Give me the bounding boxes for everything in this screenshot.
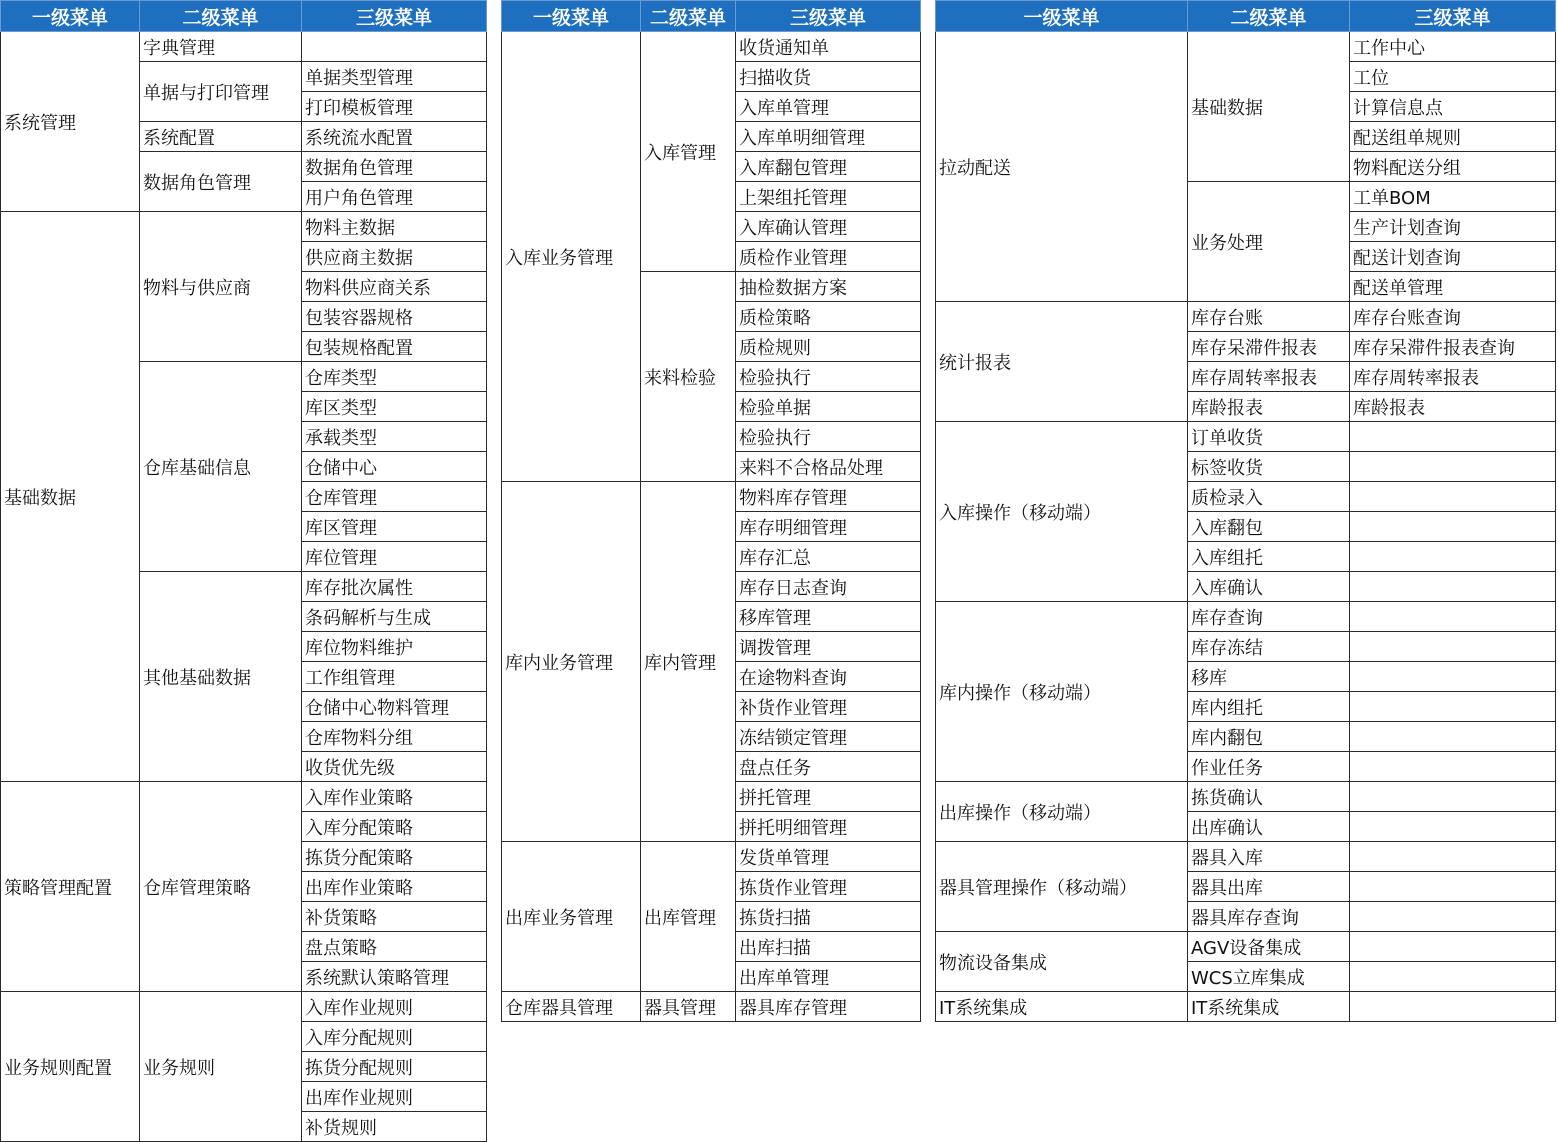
menu-table-2 xyxy=(501,0,921,1022)
level3-menu-cell: 补货作业管理 xyxy=(736,692,921,722)
level2-menu-cell: 入库管理 xyxy=(641,32,736,272)
table-row xyxy=(502,32,921,62)
level3-menu-cell: 配送计划查询 xyxy=(1350,242,1556,272)
level2-menu-cell: 来料检验 xyxy=(641,272,736,482)
level3-menu-cell: 拣货分配规则 xyxy=(302,1052,487,1082)
level2-menu-cell: 出库确认 xyxy=(1188,812,1350,842)
level3-menu-cell: 移库管理 xyxy=(736,602,921,632)
level3-menu-cell xyxy=(1350,512,1556,542)
level2-menu-cell: 其他基础数据 xyxy=(140,572,302,782)
level3-menu-cell: 拼托明细管理 xyxy=(736,812,921,842)
level3-menu-cell xyxy=(302,32,487,62)
table-row xyxy=(502,482,921,512)
level2-menu-cell: 器具库存查询 xyxy=(1188,902,1350,932)
level3-menu-cell xyxy=(1350,422,1556,452)
level2-menu-cell: 拣货确认 xyxy=(1188,782,1350,812)
level3-menu-cell: 库存明细管理 xyxy=(736,512,921,542)
level3-menu-cell xyxy=(1350,632,1556,662)
level3-menu-cell: 检验单据 xyxy=(736,392,921,422)
level2-menu-cell: 器具出库 xyxy=(1188,872,1350,902)
level3-menu-cell: 系统默认策略管理 xyxy=(302,962,487,992)
level2-menu-cell: 库内翻包 xyxy=(1188,722,1350,752)
level2-menu-cell: 单据与打印管理 xyxy=(140,62,302,122)
header-row xyxy=(1,1,487,32)
level3-menu-cell: 仓储中心 xyxy=(302,452,487,482)
level3-menu-cell: 计算信息点 xyxy=(1350,92,1556,122)
level2-menu-cell: 库存呆滞件报表 xyxy=(1188,332,1350,362)
level3-menu-cell: 仓库管理 xyxy=(302,482,487,512)
level2-menu-cell: 库存冻结 xyxy=(1188,632,1350,662)
level3-menu-cell: 入库翻包管理 xyxy=(736,152,921,182)
level3-menu-cell xyxy=(1350,722,1556,752)
level3-menu-cell: 质检规则 xyxy=(736,332,921,362)
table-row xyxy=(936,842,1556,872)
level1-menu-cell: IT系统集成 xyxy=(936,992,1188,1022)
level1-menu-cell: 出库操作（移动端） xyxy=(936,782,1188,842)
level3-menu-cell: 配送单管理 xyxy=(1350,272,1556,302)
table-row xyxy=(936,992,1556,1022)
level1-menu-cell: 拉动配送 xyxy=(936,32,1188,302)
level3-menu-cell: 出库作业策略 xyxy=(302,872,487,902)
level3-menu-cell xyxy=(1350,572,1556,602)
level3-menu-cell: 入库作业策略 xyxy=(302,782,487,812)
level1-menu-cell: 入库操作（移动端） xyxy=(936,422,1188,602)
level3-menu-cell: 拼托管理 xyxy=(736,782,921,812)
table-row xyxy=(502,992,921,1022)
level3-menu-cell: 库存日志查询 xyxy=(736,572,921,602)
level3-menu-cell: 检验执行 xyxy=(736,362,921,392)
level3-menu-cell xyxy=(1350,542,1556,572)
table-row xyxy=(936,302,1556,332)
level3-menu-cell: 收货优先级 xyxy=(302,752,487,782)
level3-menu-cell: 物料库存管理 xyxy=(736,482,921,512)
level2-menu-cell: 库龄报表 xyxy=(1188,392,1350,422)
level3-menu-cell: 库存呆滞件报表查询 xyxy=(1350,332,1556,362)
level3-menu-cell xyxy=(1350,902,1556,932)
level3-menu-cell: 系统流水配置 xyxy=(302,122,487,152)
level3-menu-cell: 入库分配规则 xyxy=(302,1022,487,1052)
level2-menu-cell: 库存台账 xyxy=(1188,302,1350,332)
level3-menu-cell: 仓储中心物料管理 xyxy=(302,692,487,722)
level3-menu-cell: 包装规格配置 xyxy=(302,332,487,362)
level1-menu-cell: 系统管理 xyxy=(1,32,140,212)
level3-menu-cell: 仓库物料分组 xyxy=(302,722,487,752)
level3-menu-cell xyxy=(1350,872,1556,902)
level3-menu-cell xyxy=(1350,752,1556,782)
level3-header: 三级菜单 xyxy=(302,1,487,32)
level3-menu-cell: 补货策略 xyxy=(302,902,487,932)
level1-menu-cell: 统计报表 xyxy=(936,302,1188,422)
level2-menu-cell: 入库组托 xyxy=(1188,542,1350,572)
level3-menu-cell: 仓库类型 xyxy=(302,362,487,392)
level2-menu-cell: 库内管理 xyxy=(641,482,736,842)
level1-menu-cell: 器具管理操作（移动端） xyxy=(936,842,1188,932)
level1-header: 一级菜单 xyxy=(502,1,641,32)
level3-menu-cell: 库存批次属性 xyxy=(302,572,487,602)
level1-menu-cell: 业务规则配置 xyxy=(1,992,140,1142)
level1-header: 一级菜单 xyxy=(1,1,140,32)
level3-menu-cell: 上架组托管理 xyxy=(736,182,921,212)
level2-menu-cell: 系统配置 xyxy=(140,122,302,152)
level3-menu-cell: 用户角色管理 xyxy=(302,182,487,212)
level3-menu-cell: 工作组管理 xyxy=(302,662,487,692)
level1-menu-cell: 基础数据 xyxy=(1,212,140,782)
level2-menu-cell: 数据角色管理 xyxy=(140,152,302,212)
header-row xyxy=(502,1,921,32)
level2-menu-cell: AGV设备集成 xyxy=(1188,932,1350,962)
level1-menu-cell: 仓库器具管理 xyxy=(502,992,641,1022)
level3-menu-cell xyxy=(1350,482,1556,512)
level3-menu-cell xyxy=(1350,842,1556,872)
menu-table-3 xyxy=(935,0,1556,1022)
level3-menu-cell: 物料配送分组 xyxy=(1350,152,1556,182)
level3-menu-cell: 承载类型 xyxy=(302,422,487,452)
table-row xyxy=(936,602,1556,632)
table-row xyxy=(936,932,1556,962)
menu-table-1 xyxy=(0,0,487,1142)
level3-menu-cell: 出库单管理 xyxy=(736,962,921,992)
level2-menu-cell: 库存周转率报表 xyxy=(1188,362,1350,392)
level3-menu-cell xyxy=(1350,812,1556,842)
level3-menu-cell xyxy=(1350,992,1556,1022)
level2-menu-cell: 入库翻包 xyxy=(1188,512,1350,542)
table-row xyxy=(1,32,487,62)
level1-menu-cell: 库内业务管理 xyxy=(502,482,641,842)
level2-menu-cell: 作业任务 xyxy=(1188,752,1350,782)
level2-menu-cell: 入库确认 xyxy=(1188,572,1350,602)
level3-menu-cell: 检验执行 xyxy=(736,422,921,452)
level3-menu-cell: 出库扫描 xyxy=(736,932,921,962)
level2-menu-cell: 质检录入 xyxy=(1188,482,1350,512)
level2-menu-cell: 仓库基础信息 xyxy=(140,362,302,572)
level2-menu-cell: 库存查询 xyxy=(1188,602,1350,632)
level3-menu-cell xyxy=(1350,662,1556,692)
table-row xyxy=(1,782,487,812)
level3-menu-cell: 入库单明细管理 xyxy=(736,122,921,152)
level2-menu-cell: 基础数据 xyxy=(1188,32,1350,182)
level3-header: 三级菜单 xyxy=(736,1,921,32)
level3-menu-cell: 打印模板管理 xyxy=(302,92,487,122)
level2-menu-cell: IT系统集成 xyxy=(1188,992,1350,1022)
level1-header: 一级菜单 xyxy=(936,1,1188,32)
level3-menu-cell: 质检作业管理 xyxy=(736,242,921,272)
level3-menu-cell: 供应商主数据 xyxy=(302,242,487,272)
level3-menu-cell: 单据类型管理 xyxy=(302,62,487,92)
level3-header: 三级菜单 xyxy=(1350,1,1556,32)
level3-menu-cell: 出库作业规则 xyxy=(302,1082,487,1112)
level3-menu-cell: 拣货扫描 xyxy=(736,902,921,932)
level3-menu-cell: 发货单管理 xyxy=(736,842,921,872)
level3-menu-cell: 入库确认管理 xyxy=(736,212,921,242)
level2-menu-cell: 库内组托 xyxy=(1188,692,1350,722)
level3-menu-cell: 工位 xyxy=(1350,62,1556,92)
level2-menu-cell: 订单收货 xyxy=(1188,422,1350,452)
level3-menu-cell: 入库作业规则 xyxy=(302,992,487,1022)
level3-menu-cell: 库位物料维护 xyxy=(302,632,487,662)
level3-menu-cell: 来料不合格品处理 xyxy=(736,452,921,482)
level3-menu-cell: 库存周转率报表 xyxy=(1350,362,1556,392)
level3-menu-cell: 盘点任务 xyxy=(736,752,921,782)
level3-menu-cell: 配送组单规则 xyxy=(1350,122,1556,152)
level3-menu-cell xyxy=(1350,602,1556,632)
level3-menu-cell: 数据角色管理 xyxy=(302,152,487,182)
level3-menu-cell: 入库分配策略 xyxy=(302,812,487,842)
table-row xyxy=(1,992,487,1022)
level3-menu-cell: 库存台账查询 xyxy=(1350,302,1556,332)
level3-menu-cell: 工单BOM xyxy=(1350,182,1556,212)
level3-menu-cell: 抽检数据方案 xyxy=(736,272,921,302)
level3-menu-cell xyxy=(1350,452,1556,482)
level3-menu-cell: 生产计划查询 xyxy=(1350,212,1556,242)
table-row xyxy=(936,782,1556,812)
level2-menu-cell: 器具管理 xyxy=(641,992,736,1022)
level2-menu-cell: 移库 xyxy=(1188,662,1350,692)
level1-menu-cell: 物流设备集成 xyxy=(936,932,1188,992)
level2-header: 二级菜单 xyxy=(140,1,302,32)
level2-menu-cell: WCS立库集成 xyxy=(1188,962,1350,992)
table-row xyxy=(936,32,1556,62)
level2-menu-cell: 物料与供应商 xyxy=(140,212,302,362)
level3-menu-cell: 质检策略 xyxy=(736,302,921,332)
level3-menu-cell xyxy=(1350,692,1556,722)
level2-menu-cell: 标签收货 xyxy=(1188,452,1350,482)
level1-menu-cell: 策略管理配置 xyxy=(1,782,140,992)
level1-menu-cell: 库内操作（移动端） xyxy=(936,602,1188,782)
level3-menu-cell: 库区管理 xyxy=(302,512,487,542)
table-row xyxy=(1,212,487,242)
level2-header: 二级菜单 xyxy=(641,1,736,32)
level3-menu-cell: 库区类型 xyxy=(302,392,487,422)
level3-menu-cell: 拣货作业管理 xyxy=(736,872,921,902)
level3-menu-cell: 器具库存管理 xyxy=(736,992,921,1022)
level3-menu-cell: 库位管理 xyxy=(302,542,487,572)
level3-menu-cell: 工作中心 xyxy=(1350,32,1556,62)
level3-menu-cell: 扫描收货 xyxy=(736,62,921,92)
level3-menu-cell: 物料主数据 xyxy=(302,212,487,242)
table-row xyxy=(936,422,1556,452)
level3-menu-cell: 补货规则 xyxy=(302,1112,487,1142)
level2-menu-cell: 业务处理 xyxy=(1188,182,1350,302)
level1-menu-cell: 出库业务管理 xyxy=(502,842,641,992)
level3-menu-cell: 库存汇总 xyxy=(736,542,921,572)
level3-menu-cell xyxy=(1350,932,1556,962)
level3-menu-cell: 收货通知单 xyxy=(736,32,921,62)
level3-menu-cell: 包装容器规格 xyxy=(302,302,487,332)
level1-menu-cell: 入库业务管理 xyxy=(502,32,641,482)
level3-menu-cell: 拣货分配策略 xyxy=(302,842,487,872)
level2-menu-cell: 字典管理 xyxy=(140,32,302,62)
level3-menu-cell: 盘点策略 xyxy=(302,932,487,962)
level2-menu-cell: 器具入库 xyxy=(1188,842,1350,872)
level3-menu-cell: 库龄报表 xyxy=(1350,392,1556,422)
level3-menu-cell xyxy=(1350,962,1556,992)
level3-menu-cell: 冻结锁定管理 xyxy=(736,722,921,752)
level2-header: 二级菜单 xyxy=(1188,1,1350,32)
level3-menu-cell: 调拨管理 xyxy=(736,632,921,662)
header-row xyxy=(936,1,1556,32)
level2-menu-cell: 仓库管理策略 xyxy=(140,782,302,992)
level3-menu-cell: 在途物料查询 xyxy=(736,662,921,692)
level2-menu-cell: 业务规则 xyxy=(140,992,302,1142)
level2-menu-cell: 出库管理 xyxy=(641,842,736,992)
level3-menu-cell: 条码解析与生成 xyxy=(302,602,487,632)
level3-menu-cell: 入库单管理 xyxy=(736,92,921,122)
level3-menu-cell xyxy=(1350,782,1556,812)
level3-menu-cell: 物料供应商关系 xyxy=(302,272,487,302)
table-row xyxy=(502,842,921,872)
